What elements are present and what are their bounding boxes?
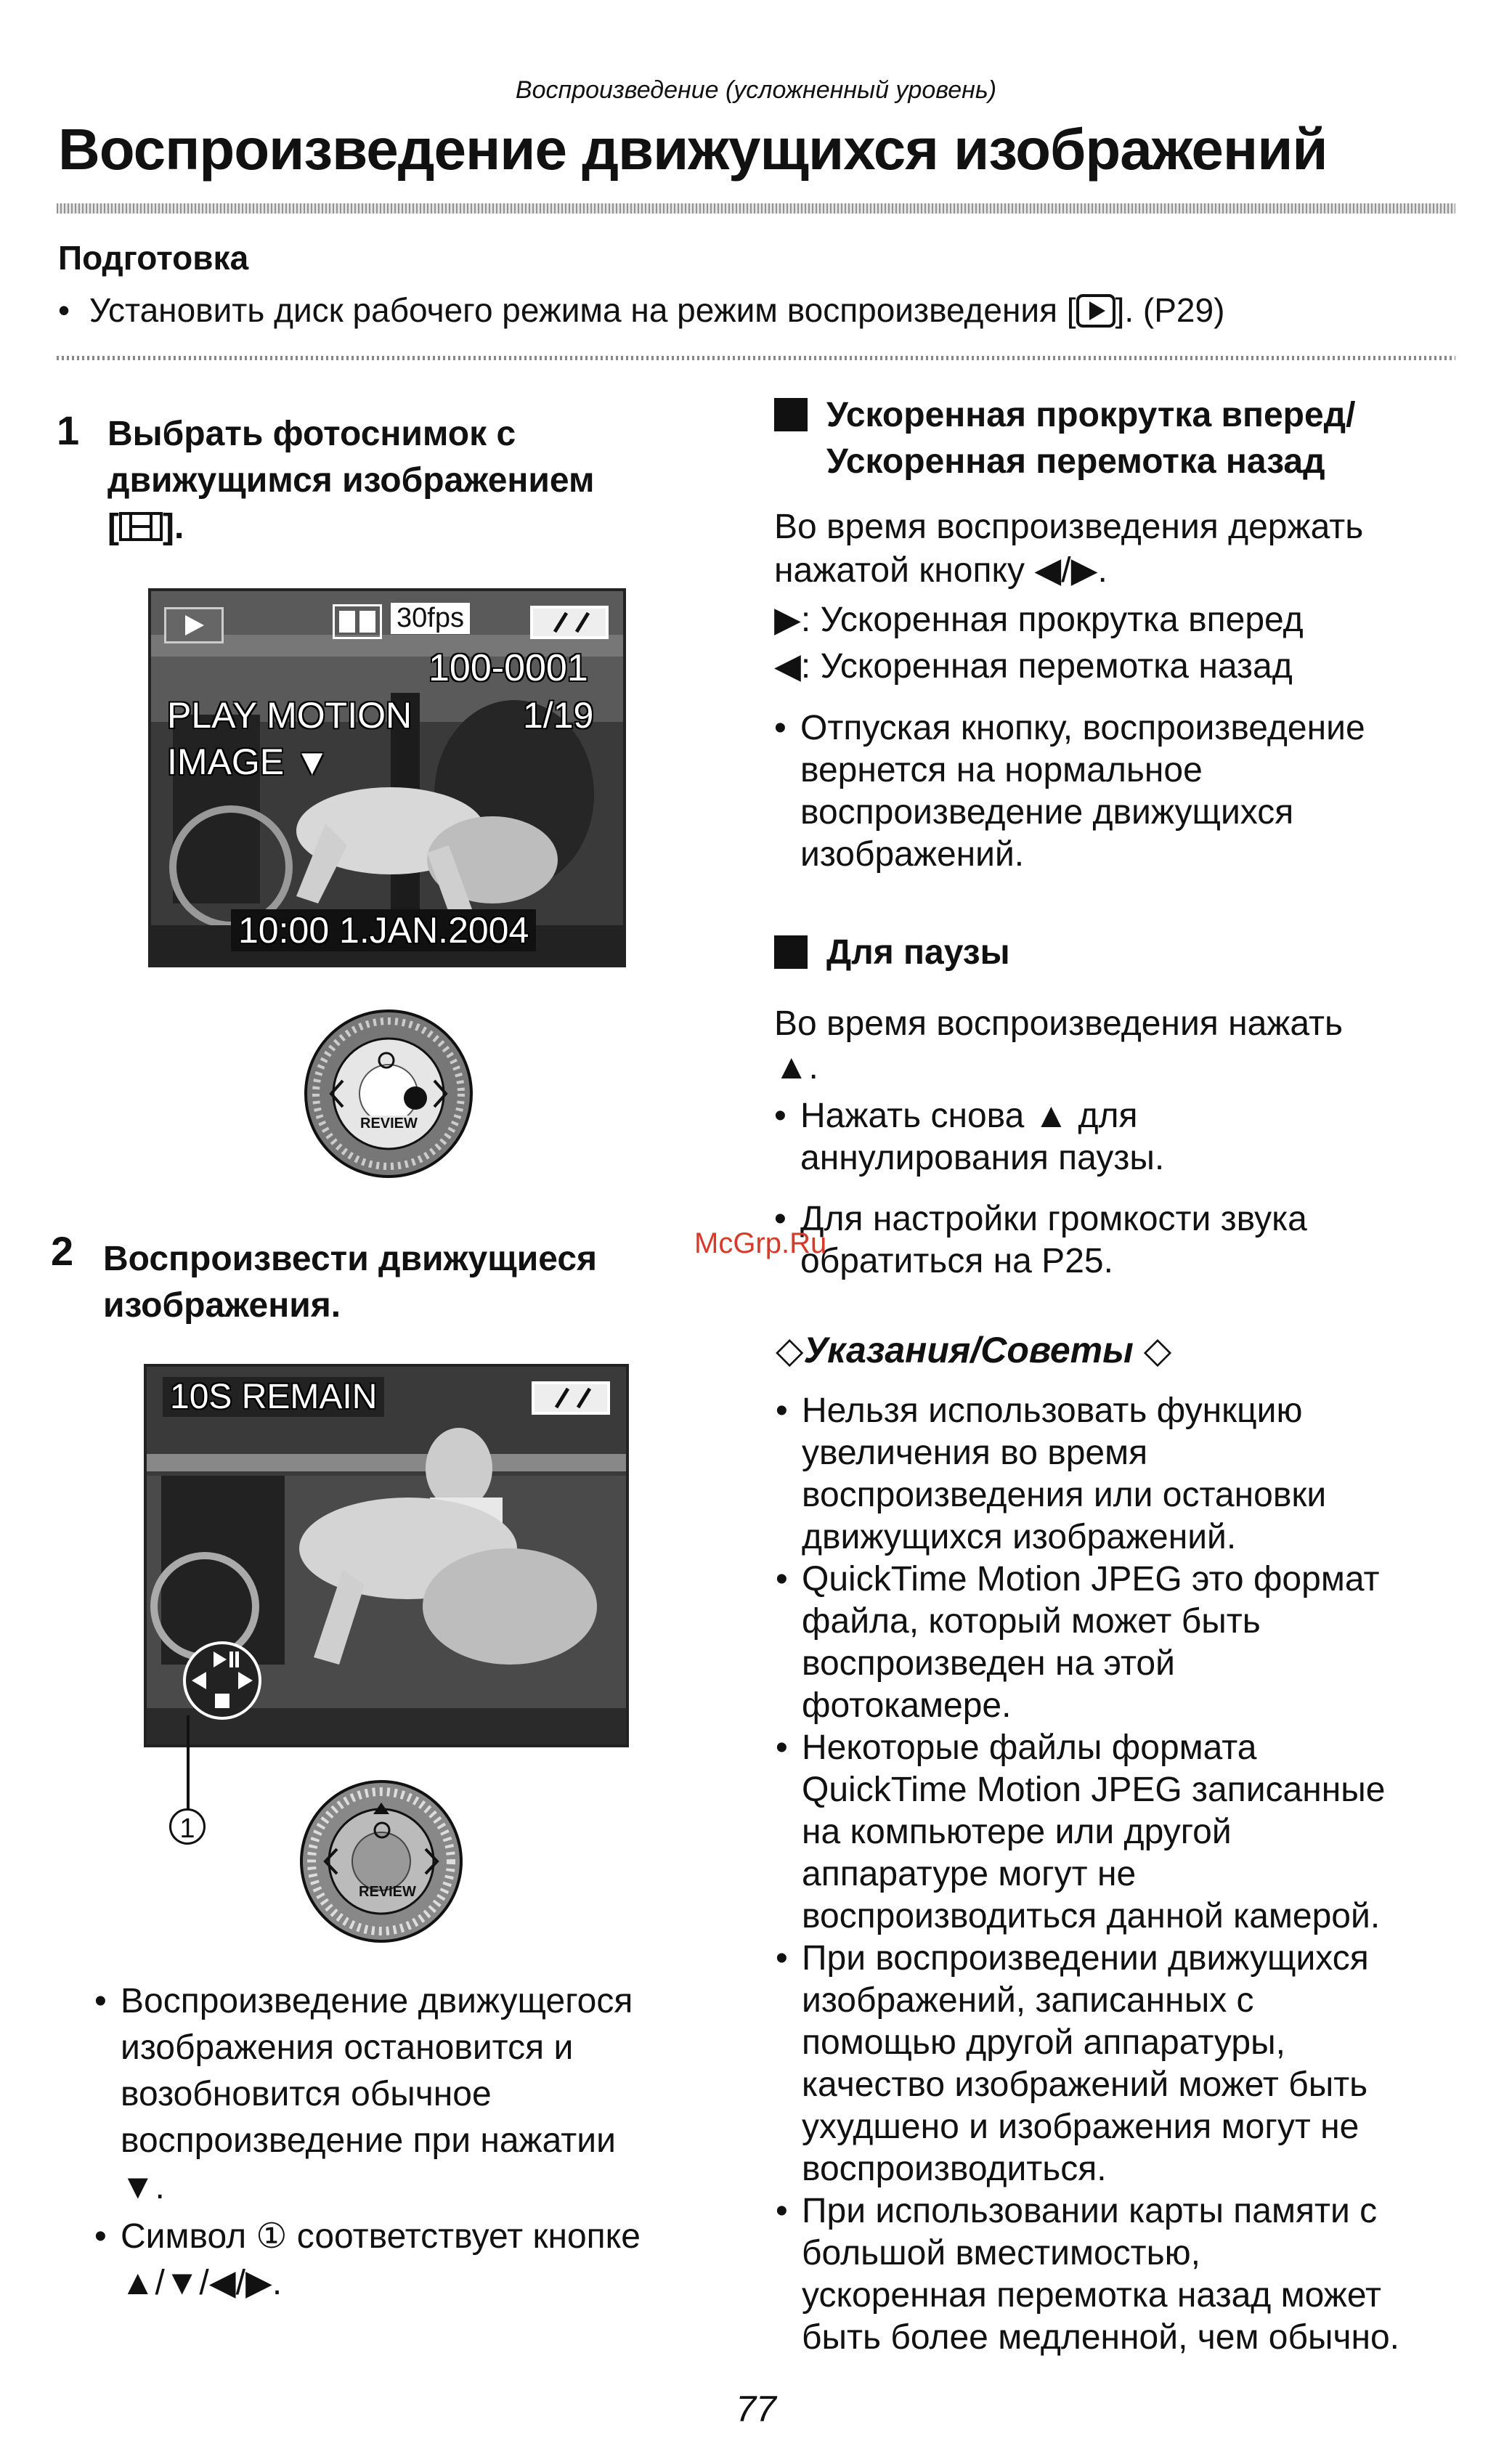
list-item-text [800,1095,1164,1179]
step-1-line: движущимся изображением [107,461,595,500]
preparation-text-start: Установить диск рабочего режима на режим воспроизведения [ [89,291,1076,329]
list-item-text [800,1198,1307,1283]
pause-intro [774,1002,1471,1089]
bullet: • [94,2217,107,2256]
list-item [774,1095,1471,1179]
text-line: воспроизведение при нажатии [121,2121,616,2160]
step-2-line: Воспроизвести движущиеся [103,1240,598,1278]
bracket-open: [ [107,508,119,546]
dial-review-label: REVIEW [359,1884,416,1900]
bullet: • [774,1097,787,1135]
fast-rewind-line: ◀: Ускоренная перемотка назад [774,647,1293,686]
fast-heading [774,392,1471,485]
text-line: фотокамере. [802,1686,1012,1725]
list-item [774,707,1471,876]
watermark[interactable]: McGrp.Ru [694,1227,827,1259]
fast-forward-line: ▶: Ускоренная прокрутка вперед [774,601,1304,639]
text-line: на компьютере или другой [802,1813,1232,1851]
tips-list [776,1390,1473,2359]
bullet: • [774,1200,787,1238]
play-icon [164,607,224,643]
text-line: Некоторые файлы формата [802,1728,1257,1767]
text-line: Нажать снова ▲ для [800,1097,1138,1135]
text-line: быть более медленной, чем обычно. [802,2318,1400,2357]
lcd-image-text: IMAGE [167,741,285,782]
playback-control-icon [182,1640,263,1721]
play-mode-icon [1076,294,1115,328]
text-line: Во время воспроизведения держать [774,508,1364,546]
text-line: изображения остановится и [121,2028,574,2067]
list-item [776,1727,1473,1938]
list-item-text [802,1559,1379,1727]
lcd-datetime: 10:00 1.JAN.2004 [231,909,536,951]
lcd-fps: 30fps [391,603,470,634]
text-line: аннулирования паузы. [800,1139,1165,1177]
dial-review-label: REVIEW [357,1116,420,1132]
text-line: нажатой кнопку ◀/▶. [774,551,1107,590]
heading-line: Ускоренная прокрутка вперед/ [826,396,1356,434]
step-2-text [103,1236,699,1329]
step-1-text [107,411,732,550]
fast-section [774,392,1471,876]
lcd-screen-playing [144,1364,629,1747]
motion-image-icon [119,508,163,540]
text-line: ухудшено и изображения могут не [802,2108,1359,2146]
lcd-play-motion: PLAY MOTION [167,695,412,736]
step-1-line: Выбрать фотоснимок с [107,415,516,453]
text-line: увеличения во время [802,1434,1148,1472]
preparation-text [58,290,1224,330]
text-line: При воспроизведении движущихся [802,1939,1369,1978]
list-item [94,2214,733,2307]
bullet: • [774,709,787,747]
step-2-notes [94,1978,733,2307]
lcd-screen-play-motion [148,588,626,967]
text-line: помощью другой аппаратуры, [802,2023,1285,2062]
text-line: Отпуская кнопку, воспроизведение [800,709,1365,747]
bullet: • [776,1728,788,1767]
text-line: аппаратуре могут не [802,1855,1137,1893]
preparation-text-end: ]. (P29) [1115,291,1225,329]
text-line: При использовании карты памяти с [802,2192,1378,2230]
list-item-text [121,1978,633,2211]
text-line: ускоренная перемотка назад может [802,2276,1381,2315]
text-line: воспроизводиться данной камерой. [802,1897,1381,1935]
bullet: • [776,1560,788,1598]
pause-section [774,930,1471,1283]
text-line: QuickTime Motion JPEG это формат [802,1560,1380,1598]
battery-icon [530,606,609,639]
pause-heading-text: Для паузы [826,933,1010,972]
text-line: большой вместимостью, [802,2234,1200,2272]
page-number: 77 [736,2389,776,2429]
text-line: Воспроизведение движущегося [121,1982,633,2020]
heading-line: Ускоренная перемотка назад [826,442,1325,481]
callout-line [187,1715,190,1810]
text-line: изображений. [800,835,1025,874]
text-line: файла, который может быть [802,1602,1261,1641]
control-dial-1 [299,1008,478,1179]
lcd-remain: 10S REMAIN [163,1377,384,1417]
text-line: ▲. [774,1048,818,1086]
callout-marker: 1 [169,1808,206,1845]
lcd-image-label [167,741,330,783]
text-line: воспроизводиться. [802,2150,1107,2188]
pause-heading [774,930,1471,976]
text-line: Нельзя использовать функцию [802,1391,1303,1430]
lcd-file-number: 100-0001 [428,647,588,689]
text-line: вернется на нормальное [800,751,1203,789]
fast-heading-text [826,392,1355,485]
step-2-number: 2 [51,1228,74,1274]
text-line: воспроизведение движущихся [800,793,1294,832]
tips-heading: ◇Указания/Советы ◇ [776,1330,1172,1370]
list-item [774,1198,1471,1283]
step-2-line: изображения. [103,1286,341,1325]
list-item [776,1938,1473,2190]
fast-note [774,707,1471,876]
control-dial-2 [295,1778,468,1945]
title-rule [57,203,1455,214]
down-arrow-icon: ▼ [294,741,330,782]
section-square-icon [774,398,808,431]
list-item-text [802,1938,1369,2190]
list-item-text [802,1727,1385,1938]
lcd-counter: 1/19 [523,695,594,736]
text-line: ▲/▼/◀/▶. [121,2264,283,2302]
preparation-heading: Подготовка [58,239,249,277]
tips-section [776,1329,1473,2359]
text-line: Во время воспроизведения нажать [774,1004,1344,1043]
text-line: обратиться на P25. [800,1242,1113,1280]
list-item-text [800,707,1365,876]
section-label: Воспроизведение (усложненный уровень) [515,76,997,104]
bracket-close: ]. [162,508,184,546]
text-line: воспроизведения или остановки [802,1476,1327,1514]
text-line: воспроизведен на этой [802,1644,1175,1683]
text-line: движущихся изображений. [802,1518,1237,1556]
list-item [776,1559,1473,1727]
list-item [776,2190,1473,2359]
section-divider [57,356,1455,360]
step-1-number: 1 [57,407,80,453]
bullet: • [776,1939,788,1978]
step-1-line [107,504,732,550]
fast-intro [774,505,1471,688]
list-item [776,1390,1473,1559]
text-line: изображений, записанных с [802,1981,1254,2020]
bullet: • [776,1391,788,1430]
bullet: • [94,1982,107,2020]
text-line: ▼. [121,2168,165,2206]
page-title: Воспроизведение движущихся изображений [58,117,1328,182]
bullet: • [776,2192,788,2230]
list-item-text [121,2214,641,2307]
sound-film-icon [333,604,382,639]
text-line: качество изображений может быть [802,2065,1368,2104]
pause-notes [774,1095,1471,1283]
text-line: возобновится обычное [121,2075,492,2113]
list-item [94,1978,733,2211]
text-line: Символ ① соответствует кнопке [121,2217,641,2256]
battery-icon [532,1381,610,1415]
list-item-text [802,2190,1399,2359]
list-item-text [802,1390,1326,1559]
text-line: Для настройки громкости звука [800,1200,1307,1238]
bullet: • [58,291,70,329]
section-square-icon [774,935,808,969]
text-line: QuickTime Motion JPEG записанные [802,1771,1386,1809]
